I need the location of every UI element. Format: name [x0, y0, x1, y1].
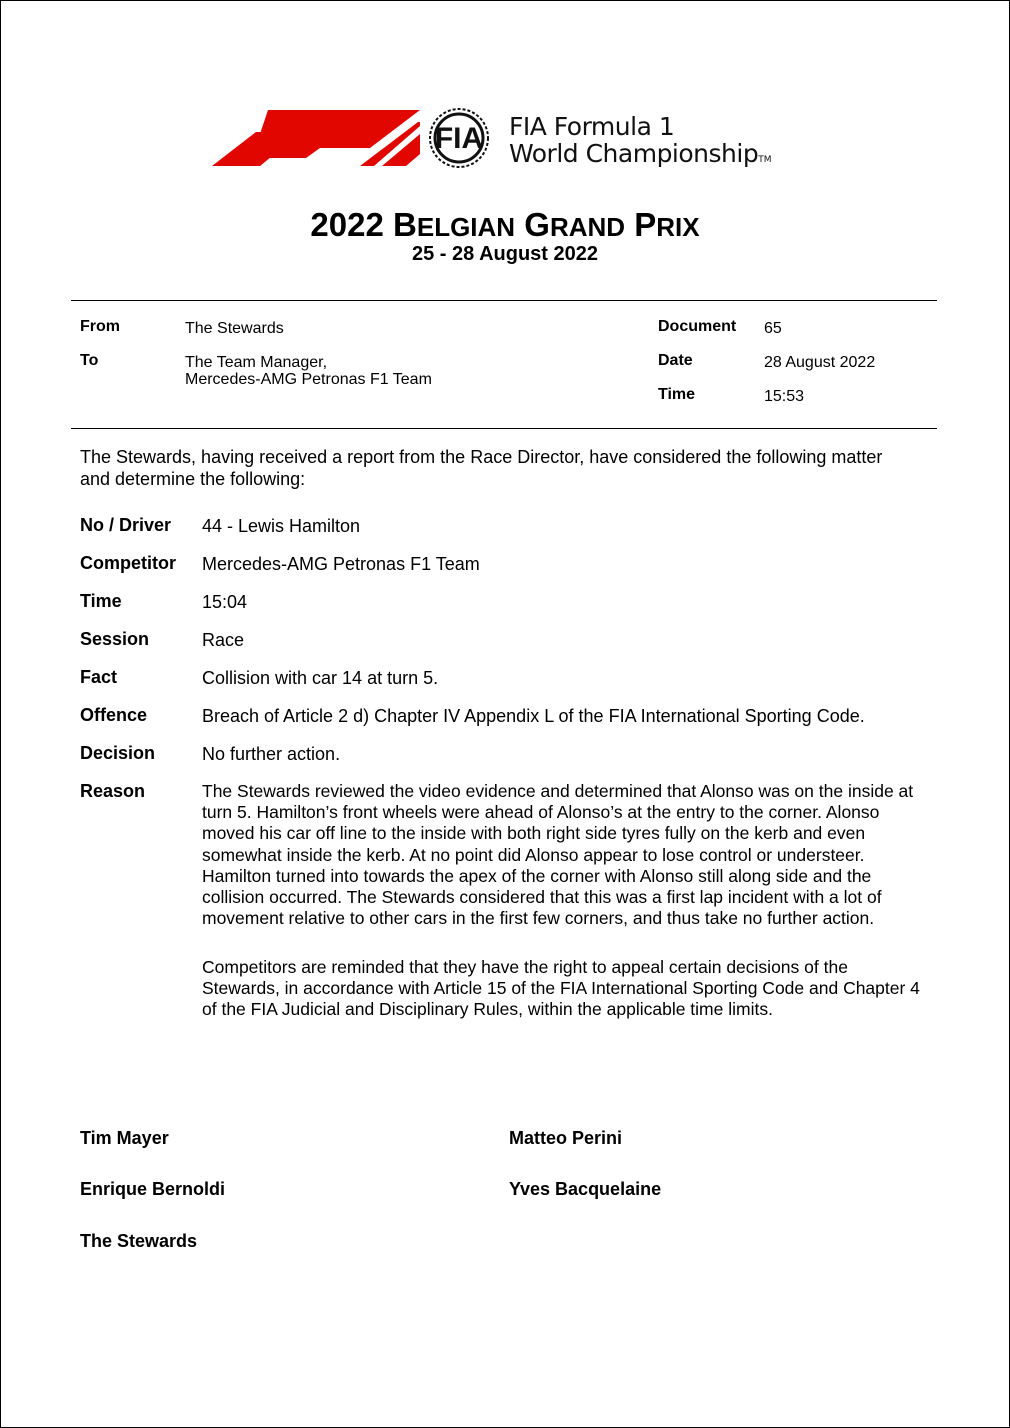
series-line-1: FIA Formula 1 — [509, 112, 675, 141]
event-name-elgian: ELGIAN — [416, 212, 516, 242]
date-label: Date — [658, 352, 693, 369]
trademark: TM — [758, 155, 772, 165]
document-value: 65 — [764, 320, 782, 337]
f1-logo-icon — [212, 110, 420, 166]
fia-seal-icon — [416, 107, 502, 169]
competitor-value: Mercedes-AMG Petronas F1 Team — [202, 554, 480, 574]
to-value-line2: Mercedes-AMG Petronas F1 Team — [185, 371, 432, 388]
incident-time-label: Time — [80, 591, 122, 611]
decision-value: No further action. — [202, 744, 341, 764]
intro-paragraph: The Stewards, having received a report from the Race Director, have considered the following matter and determine the following: — [80, 447, 883, 489]
offence-value: Breach of Article 2 d) Chapter IV Appendix L of the FIA International Sporting Code. — [202, 706, 865, 726]
event-name-g: G — [524, 206, 550, 243]
series-line-2 — [509, 140, 771, 174]
time-label: Time — [658, 386, 696, 403]
event-title — [0, 205, 1010, 247]
driver-value: 44 - Lewis Hamilton — [202, 516, 361, 536]
from-label: From — [80, 318, 120, 335]
session-value: Race — [202, 630, 245, 650]
event-name-p: P — [634, 206, 657, 243]
date-value: 28 August 2022 — [764, 354, 876, 371]
to-label: To — [80, 352, 99, 369]
competitor-label: Competitor — [80, 553, 176, 573]
fact-label: Fact — [80, 667, 118, 687]
time-value: 15:53 — [764, 388, 805, 405]
event-name-b: B — [393, 206, 417, 243]
decision-label: Decision — [80, 743, 156, 763]
steward-matteo-perini: Matteo Perini — [509, 1128, 623, 1148]
event-dates: 25 - 28 August 2022 — [411, 243, 598, 265]
logo-header — [212, 107, 822, 169]
series-line-2-text: World Championship — [509, 139, 759, 168]
incident-time-value: 15:04 — [202, 592, 248, 612]
document-label: Document — [658, 318, 737, 335]
steward-yves-bacquelaine: Yves Bacquelaine — [509, 1179, 662, 1199]
steward-enrique-bernoldi: Enrique Bernoldi — [80, 1179, 226, 1199]
reason-paragraph-2: Competitors are reminded that they have the right to appeal certain decisions of the Stewards, in accordance with Article 15 of the FIA International Sporting Code and Chapter 4 of the FIA Judicial and Disciplinary Rules, within the applicable time limits. — [202, 957, 920, 1020]
event-name-rix: RIX — [656, 212, 700, 242]
header-bottom-rule — [71, 428, 937, 429]
event-year: 2022 — [310, 206, 384, 243]
steward-tim-mayer: Tim Mayer — [80, 1128, 169, 1148]
offence-label: Offence — [80, 705, 148, 725]
driver-label: No / Driver — [80, 515, 172, 535]
reason-paragraph-1: The Stewards reviewed the video evidence and determined that Alonso was on the inside at turn 5. Hamilton’s front wheels were ahead of Alonso’s at the entry to the corner. Alonso moved his car off line to the inside with both right side tyres fully on the kerb and even somewhat inside the kerb. At no point did Alonso appear to lose control or understeer. Hamilton turned into towards the apex of the corner with Alonso still along side and the collision occurred. The Stewards considered that this was a first lap incident with a lot of movement relative to other cars in the first few corners, and thus take no further action. — [202, 781, 914, 929]
fia-series-text — [509, 113, 771, 174]
reason-label: Reason — [80, 781, 146, 801]
fact-value: Collision with car 14 at turn 5. — [202, 668, 439, 688]
header-top-rule — [71, 300, 937, 301]
stewards-footer: The Stewards — [80, 1231, 198, 1251]
from-value: The Stewards — [185, 320, 284, 337]
session-label: Session — [80, 629, 150, 649]
event-name-rand: RAND — [549, 212, 626, 242]
to-value-line1: The Team Manager, — [185, 354, 328, 371]
fia-badge-text: FIA — [434, 122, 484, 155]
